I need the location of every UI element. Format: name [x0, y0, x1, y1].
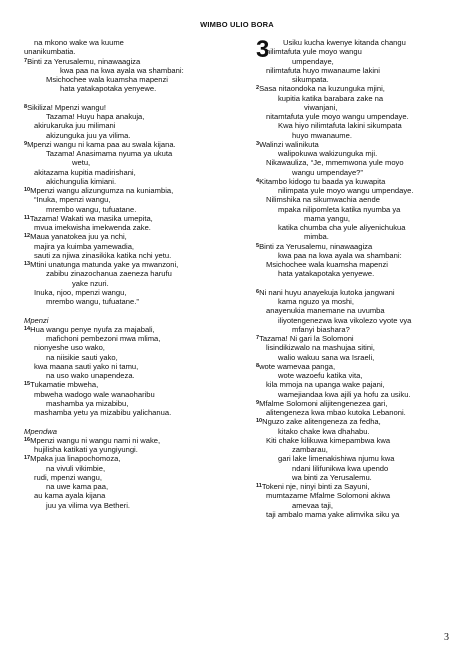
verse-line	[256, 454, 456, 463]
verse-line	[256, 491, 456, 500]
verse-text: gari lake limenakishiwa njumu kwa	[278, 454, 395, 464]
verse-line	[24, 482, 240, 491]
verse-line	[24, 103, 240, 112]
verse-text: iliyotengenezwa kwa vikolezo vyote vya	[278, 315, 412, 325]
verse-text: anayenukia manemane na uvumba	[266, 306, 385, 316]
verse-number: 10	[256, 418, 263, 425]
verse-line	[256, 158, 456, 167]
verse-text: Mpenzi	[24, 315, 49, 325]
verse-line	[256, 427, 456, 436]
verse-text: yake nzuri.	[72, 278, 109, 288]
verse-text: mrembo wangu, tufuatane.	[46, 204, 137, 214]
verse-line	[24, 242, 240, 251]
verse-number: 4	[256, 177, 260, 184]
verse-line	[24, 371, 240, 380]
verse-text: au kama ayala kijana	[34, 491, 106, 501]
verse-line	[256, 149, 456, 158]
verse-text: na uwe kama paa,	[46, 482, 109, 491]
verse-line	[256, 473, 456, 482]
verse-line	[24, 168, 240, 177]
verse-text: alitengeneza kwa mbao kutoka Lebanoni.	[266, 408, 406, 417]
verse-text: huyo mwanaume.	[292, 130, 352, 140]
verse-line	[256, 288, 456, 297]
verse-text: mbweha wadogo wale wanaoharibu	[34, 389, 155, 399]
running-header: WIMBO ULIO BORA	[200, 20, 274, 29]
verse-text: mashamba yetu ya mizabibu yalichanua.	[34, 408, 172, 417]
verse-text: Tazama! Ni gari la Solomoni	[259, 334, 354, 343]
verse-line	[256, 436, 456, 445]
verse-number: 10	[24, 187, 31, 193]
verse-text: Tokeni nje, ninyi binti za Sayuni,	[261, 482, 370, 491]
verse-text: Hua wangu penye nyufa za majabali,	[30, 324, 155, 334]
verse-text: mvua imekwisha imekwenda zake.	[34, 223, 151, 232]
verse-text: Kitambo kidogo tu baada ya kuwapita	[259, 176, 386, 186]
verse-number: 7	[256, 335, 260, 341]
verse-number: 2	[256, 85, 260, 92]
verse-line	[24, 38, 240, 47]
speaker-heading	[24, 316, 240, 325]
verse-line	[24, 140, 240, 149]
verse-number: 17	[24, 455, 31, 462]
verse-line	[256, 371, 456, 380]
stanza-break	[24, 417, 240, 426]
verse-line	[256, 269, 456, 278]
verse-number: 11	[256, 483, 262, 489]
verse-line	[24, 186, 240, 195]
verse-text: Usiku kucha kwenye kitanda changu	[283, 38, 406, 47]
verse-line	[256, 121, 456, 130]
verse-line	[24, 47, 240, 56]
verse-text: amevaa taji,	[292, 500, 333, 510]
verse-line	[256, 131, 456, 140]
verse-text: zambarau,	[292, 445, 328, 454]
verse-line	[24, 288, 240, 297]
verse-text: katika chumba cha yule aliyenichukua	[278, 223, 406, 232]
verse-text: Nilimshika na sikumwachia aende	[266, 195, 380, 205]
verse-line	[256, 353, 456, 362]
verse-text: unanikumbatia.	[24, 47, 76, 57]
verse-line	[256, 334, 456, 343]
verse-line	[256, 232, 456, 241]
verse-text: Mpenzi wangu ni wangu nami ni wake,	[30, 435, 161, 445]
verse-line	[256, 66, 456, 75]
verse-number: 13	[24, 261, 31, 267]
verse-text: walipokuwa wakizunguka mji.	[278, 149, 378, 158]
verse-line	[256, 362, 456, 371]
verse-text: nitamtafuta yule moyo wangu umpendaye.	[266, 112, 409, 121]
verse-line	[256, 205, 456, 214]
verse-line	[256, 94, 456, 103]
verse-text: zabibu zinazochanua zaeneza harufu	[46, 269, 172, 279]
verse-text: na uso wako unapendeza.	[46, 371, 135, 380]
verse-line	[256, 75, 456, 84]
verse-line	[256, 260, 456, 269]
verse-text: kwa paa na kwa ayala wa shambani:	[278, 250, 402, 260]
chapter-number: 3	[256, 36, 270, 63]
verse-line	[256, 417, 456, 426]
verse-number: 6	[256, 288, 260, 295]
verse-line	[256, 380, 456, 389]
verse-text: akizunguka juu ya vilima.	[46, 130, 131, 140]
verse-line	[256, 408, 456, 417]
verse-text: Binti za Yerusalemu, ninawaagiza	[27, 56, 141, 66]
verse-line	[256, 390, 456, 399]
verse-text: hata yatakapotaka yenyewe.	[278, 269, 375, 279]
verse-line	[24, 380, 240, 389]
verse-text: kila mmoja na upanga wake pajani,	[266, 380, 385, 390]
verse-text: walio wakuu sana wa Israeli,	[278, 352, 375, 362]
verse-line	[24, 149, 240, 158]
verse-line	[256, 251, 456, 260]
verse-line	[24, 362, 240, 371]
verse-line	[24, 260, 240, 269]
verse-line	[24, 158, 240, 167]
verse-line	[24, 66, 240, 75]
verse-text: Ni nani huyu anayekuja kutoka jangwani	[259, 287, 395, 297]
right-column	[256, 38, 456, 519]
speaker-heading	[24, 427, 240, 436]
verse-line	[256, 223, 456, 232]
verse-number: 14	[24, 325, 31, 332]
verse-line	[24, 205, 240, 214]
verse-line	[256, 325, 456, 334]
verse-text: wetu,	[72, 158, 91, 168]
verse-line	[256, 501, 456, 510]
verse-text: na niisikie sauti yako,	[46, 352, 118, 362]
verse-line	[256, 214, 456, 223]
verse-line	[256, 297, 456, 306]
verse-text: nilimtafuta yule moyo wangu	[266, 47, 362, 57]
verse-text: Tazama! Anasimama nyuma ya ukuta	[46, 149, 173, 158]
verse-number: 8	[24, 103, 28, 110]
verse-text: sikumpata.	[292, 75, 329, 84]
verse-line	[24, 436, 240, 445]
verse-line	[24, 214, 240, 223]
verse-line	[256, 140, 456, 149]
stanza-break	[256, 279, 456, 288]
verse-text: wamejiandaa kwa ajili ya hofu za usiku.	[278, 389, 411, 399]
verse-line	[24, 501, 240, 510]
verse-line	[256, 112, 456, 121]
verse-number: 5	[256, 242, 260, 249]
verse-text: wote wazoefu katika vita,	[278, 371, 363, 380]
verse-line	[24, 445, 240, 454]
verse-line	[256, 57, 456, 66]
verse-number: 8	[256, 362, 260, 369]
verse-line	[256, 482, 456, 491]
verse-line	[24, 251, 240, 260]
verse-line	[24, 223, 240, 232]
verse-line	[24, 399, 240, 408]
verse-text: Msichochee wala kuamsha mapenzi	[46, 75, 168, 84]
verse-line	[256, 103, 456, 112]
verse-number: 15	[24, 381, 31, 388]
verse-text: Mfalme Solomoni alijitengenezea gari,	[259, 398, 388, 408]
verse-number: 9	[256, 399, 260, 406]
verse-line	[256, 84, 456, 93]
verse-text: umpendaye,	[292, 56, 334, 66]
verse-line	[24, 112, 240, 121]
verse-text: majira ya kuimba yamewadia,	[34, 241, 135, 251]
verse-text: wa binti za Yerusalemu.	[292, 472, 372, 482]
verse-text: hata yatakapotaka yenyewe.	[60, 84, 157, 94]
verse-text: rudi, mpenzi wangu,	[34, 472, 102, 482]
stanza-break	[24, 306, 240, 315]
verse-line	[24, 334, 240, 343]
verse-text: Tazama! Huyu hapa anakuja,	[46, 112, 145, 121]
verse-text: Msichochee wala kuamsha mapenzi	[266, 260, 388, 269]
verse-line	[24, 408, 240, 417]
verse-text: Maua yanatokea juu ya nchi,	[30, 232, 127, 242]
verse-text: mama yangu,	[304, 213, 351, 223]
verse-line	[256, 343, 456, 352]
verse-number: 12	[24, 233, 31, 240]
verse-number: 11	[24, 214, 30, 221]
verse-text: juu ya vilima vya Betheri.	[46, 500, 130, 510]
verse-text: nionyeshe uso wako,	[34, 343, 105, 353]
verse-text: akirukaruka juu milimani	[34, 121, 116, 131]
page-number: 3	[444, 632, 449, 643]
verse-text: Walinzi walinikuta	[259, 139, 319, 149]
verse-text: na mkono wake wa kuume	[34, 38, 124, 47]
verse-line	[256, 186, 456, 195]
verse-line	[24, 131, 240, 140]
verse-text: Kiti chake kilikuwa kimepambwa kwa	[266, 435, 391, 445]
verse-text: mfanyi biashara?	[292, 324, 350, 334]
verse-line	[256, 445, 456, 454]
verse-text: taji ambalo mama yake alimvika siku ya	[266, 509, 400, 519]
verse-line	[256, 316, 456, 325]
stanza-break	[24, 94, 240, 103]
verse-number: 9	[24, 140, 28, 147]
verse-line	[24, 473, 240, 482]
verse-line	[256, 306, 456, 315]
verse-text: Inuka, njoo, mpenzi wangu,	[34, 287, 127, 297]
verse-text: kama nguzo ya moshi,	[278, 297, 354, 306]
verse-text: sauti za njiwa zinasikika katika nchi yetu.	[34, 250, 172, 260]
verse-line	[24, 177, 240, 186]
verse-line	[24, 325, 240, 334]
verse-text: Mpenzi wangu ni kama paa au swala kijana.	[27, 139, 176, 149]
verse-line	[24, 491, 240, 500]
verse-text: Mtini unatunga matunda yake ya mwanzoni,	[30, 260, 179, 269]
verse-text: Nguzo zake alitengeneza za fedha,	[262, 417, 381, 427]
verse-text: mumtazame Mfalme Solomoni akiwa	[266, 491, 391, 501]
verse-line	[24, 121, 240, 130]
verse-line	[24, 390, 240, 399]
verse-text: Mpenzi wangu alizungumza na kuniambia,	[30, 186, 174, 195]
verse-text: akichungulia kimiani.	[46, 176, 117, 186]
verse-number: 7	[24, 57, 28, 64]
verse-text: lisindikizwalo na mashujaa sitini,	[266, 343, 375, 353]
verse-text: na vivuli vikimbie,	[46, 463, 106, 473]
verse-text: kwa paa na kwa ayala wa shambani:	[60, 65, 184, 75]
verse-line	[256, 510, 456, 519]
verse-line	[24, 232, 240, 241]
verse-text: Kwa hiyo nilimtafuta lakini sikumpata	[278, 121, 402, 131]
verse-text: kitako chake kwa dhahabu.	[278, 426, 370, 436]
verse-text: viwanjani,	[304, 102, 338, 112]
verse-line	[24, 343, 240, 352]
verse-text: mpaka nilipomleta katika nyumba ya	[278, 204, 401, 214]
verse-text: mrembo wangu, tufuatane.”	[46, 297, 139, 306]
verse-text: Tukamatie mbweha,	[30, 380, 99, 390]
verse-line	[24, 195, 240, 204]
verse-line	[24, 57, 240, 66]
verse-text: mimba.	[304, 232, 329, 242]
verse-number: 3	[256, 140, 260, 147]
verse-number: 16	[24, 436, 31, 443]
verse-line	[24, 75, 240, 84]
verse-text: akitazama kupitia madirishani,	[34, 167, 136, 177]
verse-line	[256, 47, 456, 56]
verse-line	[256, 242, 456, 251]
verse-line	[256, 464, 456, 473]
verse-line	[24, 297, 240, 306]
verse-line	[256, 177, 456, 186]
verse-text: kwa maana sauti yako ni tamu,	[34, 361, 139, 371]
verse-text: mashamba ya mizabibu,	[46, 398, 129, 408]
verse-line	[24, 454, 240, 463]
verse-text: Sikiliza! Mpenzi wangu!	[27, 102, 106, 112]
verse-text: wangu umpendaye?”	[292, 167, 363, 177]
verse-line	[256, 168, 456, 177]
verse-text: hujilisha katikati ya yungiyungi.	[34, 445, 138, 454]
verse-text: Nikawauliza, “Je, mmemwona yule moyo	[266, 158, 404, 168]
left-column	[24, 38, 240, 510]
verse-line	[24, 464, 240, 473]
verse-text: kupitia katika barabara zake na	[278, 93, 384, 103]
verse-line	[24, 269, 240, 278]
verse-text: nilimtafuta huyo mwanaume lakini	[266, 65, 380, 75]
verse-line	[24, 84, 240, 93]
verse-text: ndani lilifunikwa kwa upendo	[292, 463, 389, 473]
verse-text: Sasa nitaondoka na kuzunguka mjini,	[259, 84, 385, 94]
verse-line	[256, 38, 456, 47]
verse-text: Tazama! Wakati wa masika umepita,	[29, 213, 153, 223]
verse-text: “Inuka, mpenzi wangu,	[34, 195, 111, 205]
verse-line	[24, 279, 240, 288]
verse-text: mafichoni pembezoni mwa mlima,	[46, 334, 161, 343]
verse-line	[256, 195, 456, 204]
verse-line	[256, 399, 456, 408]
verse-text: wote wamevaa panga,	[259, 361, 336, 371]
verse-text: Mpendwa	[24, 426, 57, 436]
verse-text: Binti za Yerusalemu, ninawaagiza	[259, 241, 373, 251]
verse-text: nilimpata yule moyo wangu umpendaye.	[278, 186, 414, 195]
verse-text: Mpaka jua linapochomoza,	[30, 454, 121, 464]
verse-line	[24, 353, 240, 362]
